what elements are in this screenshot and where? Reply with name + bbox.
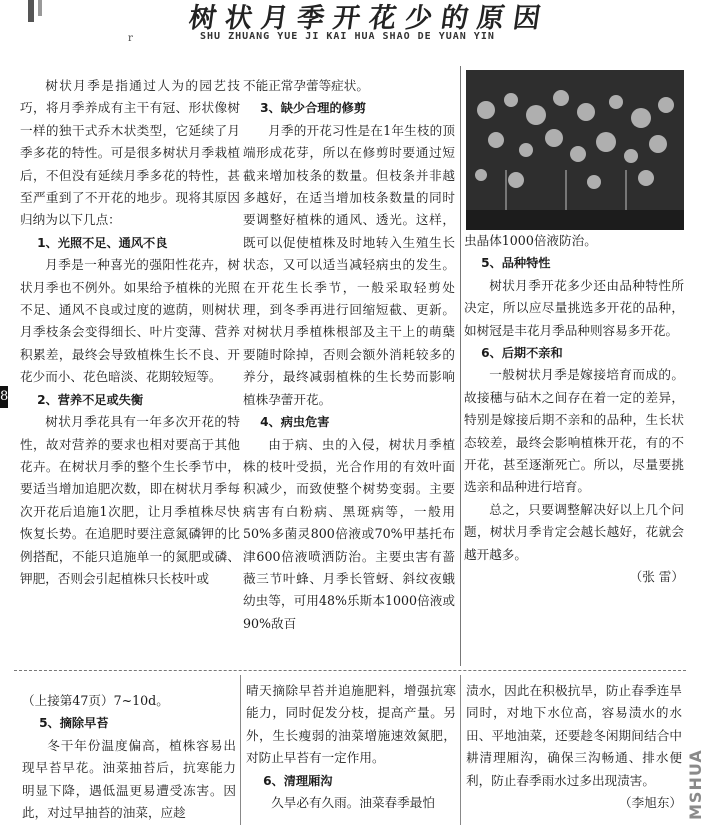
- column-divider: [240, 675, 241, 825]
- column-divider: [460, 675, 461, 825]
- section-paragraph: 月季是一种喜光的强阳性花卉，树状月季也不例外。如果给予植株的光照不足、通风不良或过度的遮荫，则树状月季枝条会变得细长、叶片变薄、营养积累差，最终会导致植株生长不良、开花少而小、花色暗淡、花期较短等。: [20, 257, 240, 385]
- author-byline: （李旭东）: [619, 795, 682, 811]
- section-paragraph-cont: 晴天摘除早苔并追施肥料，增强抗寒能力，同时促发分枝，提高产量。另外，生长瘦弱的油菜增施速效氮肥，对防止早苔有一定作用。: [246, 683, 456, 766]
- article-subtitle: SHU ZHUANG YUE JI KAI HUA SHAO DE YUAN YIN: [200, 31, 495, 42]
- section-heading: 3、缺少合理的修剪: [260, 101, 367, 116]
- lower-column-3: [466, 680, 682, 814]
- section-heading: 6、清理厢沟: [263, 773, 333, 788]
- section-paragraph: 由于病、虫的入侵，树状月季植株的枝叶受损，光合作用的有效叶面积减少，而致使整个树势变弱。主要病害有白粉病、黑斑病等，一般用50%多菌灵800倍液或70%甲基托布津600倍液喷洒防治。主要虫害有蔷薇三节叶蜂、月季长管蚜、斜纹夜蛾幼虫等，可用48%乐斯本1000倍液或90%敌百: [243, 436, 455, 631]
- section-paragraph: 一般树状月季是嫁接培育而成的。故接穗与砧木之间存在着一定的差异，特别是嫁接后期不亲和的品种，生长状态较差，最终会影响植株开花，有的不开花，甚至逐渐死亡。所以，尽量要挑选亲和品种进行培育。: [464, 367, 684, 495]
- section-heading: 6、后期不亲和: [481, 346, 563, 361]
- section-heading: 2、营养不足或失衡: [37, 392, 144, 407]
- intro-paragraph: 树状月季是指通过人为的园艺技巧，将月季养成有主干有冠、形状像树一样的独干式乔木状类型，它延续了月季多花的特性。可是很多树状月季栽植后，不但没有延续月季多花的特性，甚至严重到了不开花的地步。现将其原因归纳为以下几点：: [20, 78, 240, 228]
- watermark: MSHUA: [686, 749, 705, 820]
- section-paragraph-cont: 渍水，因此在积极抗旱，防止春季连旱同时，对地下水位高，容易渍水的水田、平地油菜，还要趁冬闲期间结合中耕清理厢沟，确保三沟畅通、排水便利，防止春季雨水过多出现渍害。: [466, 683, 682, 788]
- photo-illustration: [466, 70, 684, 230]
- section-heading: 1、光照不足、通风不良: [37, 235, 168, 250]
- rose-tree-photo: [466, 70, 684, 230]
- section-paragraph-cont: 不能正常孕蕾等症状。: [243, 78, 369, 93]
- section-heading: 5、摘除早苔: [39, 716, 109, 731]
- lower-column-2: [246, 680, 456, 814]
- section-paragraph: 冬干年份温度偏高，植株容易出现早苔早花。油菜抽苔后，抗寒能力明显下降，遇低温更易遭受冻害。因此，对过早抽苔的油菜，应趁: [22, 737, 236, 821]
- page-tab: 8: [0, 386, 8, 408]
- lower-column-1: [22, 690, 236, 824]
- column-2: [243, 75, 455, 635]
- section-paragraph: 月季的开花习性是在1年生枝的顶端形成花芽，所以在修剪时要通过短截来增加枝条的数量。但枝条并非越多越好，在适当增加枝条数量的同时要调整好植株的通风、透光。这样，既可以促使植株及时地转入生殖生长状态，又可以适当减轻病虫的发生。在开花生长季节，一般采取轻剪处理，到冬季再进行回缩短截、更新。对树状月季植株根部及主干上的萌蘖要随时除掉，否则会额外消耗较多的养分，最终减弱植株的生长势而影响植株孕蕾开花。: [243, 122, 455, 407]
- section-paragraph-cont: 虫晶体1000倍液防治。: [464, 233, 597, 248]
- section-paragraph: 树状月季花具有一年多次开花的特性，故对营养的要求也相对要高于其他花卉。在树状月季的整个生长季节中，要适当增加追肥次数，即在树状月季每次开花后追施1次肥，让月季植株尽快恢复长势。在追肥时要注意氮磷钾的比例搭配，不能只追施单一的氮肥或磷、钾肥，否则会引起植株只长枝叶或: [20, 414, 240, 586]
- decor-bar: [28, 0, 34, 22]
- section-paragraph: 树状月季开花多少还由品种特性所决定，所以应尽量挑选多开花的品种，如树冠是丰花月季品种则容易多开花。: [464, 277, 684, 338]
- corner-mark: r: [128, 33, 133, 44]
- column-divider: [460, 66, 461, 666]
- section-heading: 4、病虫危害: [260, 415, 330, 430]
- section-divider: [14, 670, 686, 671]
- continuation-ref: （上接第47页）7~10d。: [22, 693, 169, 708]
- article-title: 树状月季开花少的原因: [187, 3, 552, 34]
- decor-block: [38, 0, 42, 16]
- summary-paragraph: 总之，只要调整解决好以上几个问题，树状月季肯定会越长越好，花就会越开越多。: [464, 501, 684, 562]
- section-paragraph: 久旱必有久雨。油菜春季最怕: [271, 795, 435, 811]
- section-heading: 5、品种特性: [481, 256, 551, 271]
- author-byline: （张 雷）: [629, 569, 684, 585]
- column-1: [20, 75, 240, 590]
- column-3: [464, 230, 684, 589]
